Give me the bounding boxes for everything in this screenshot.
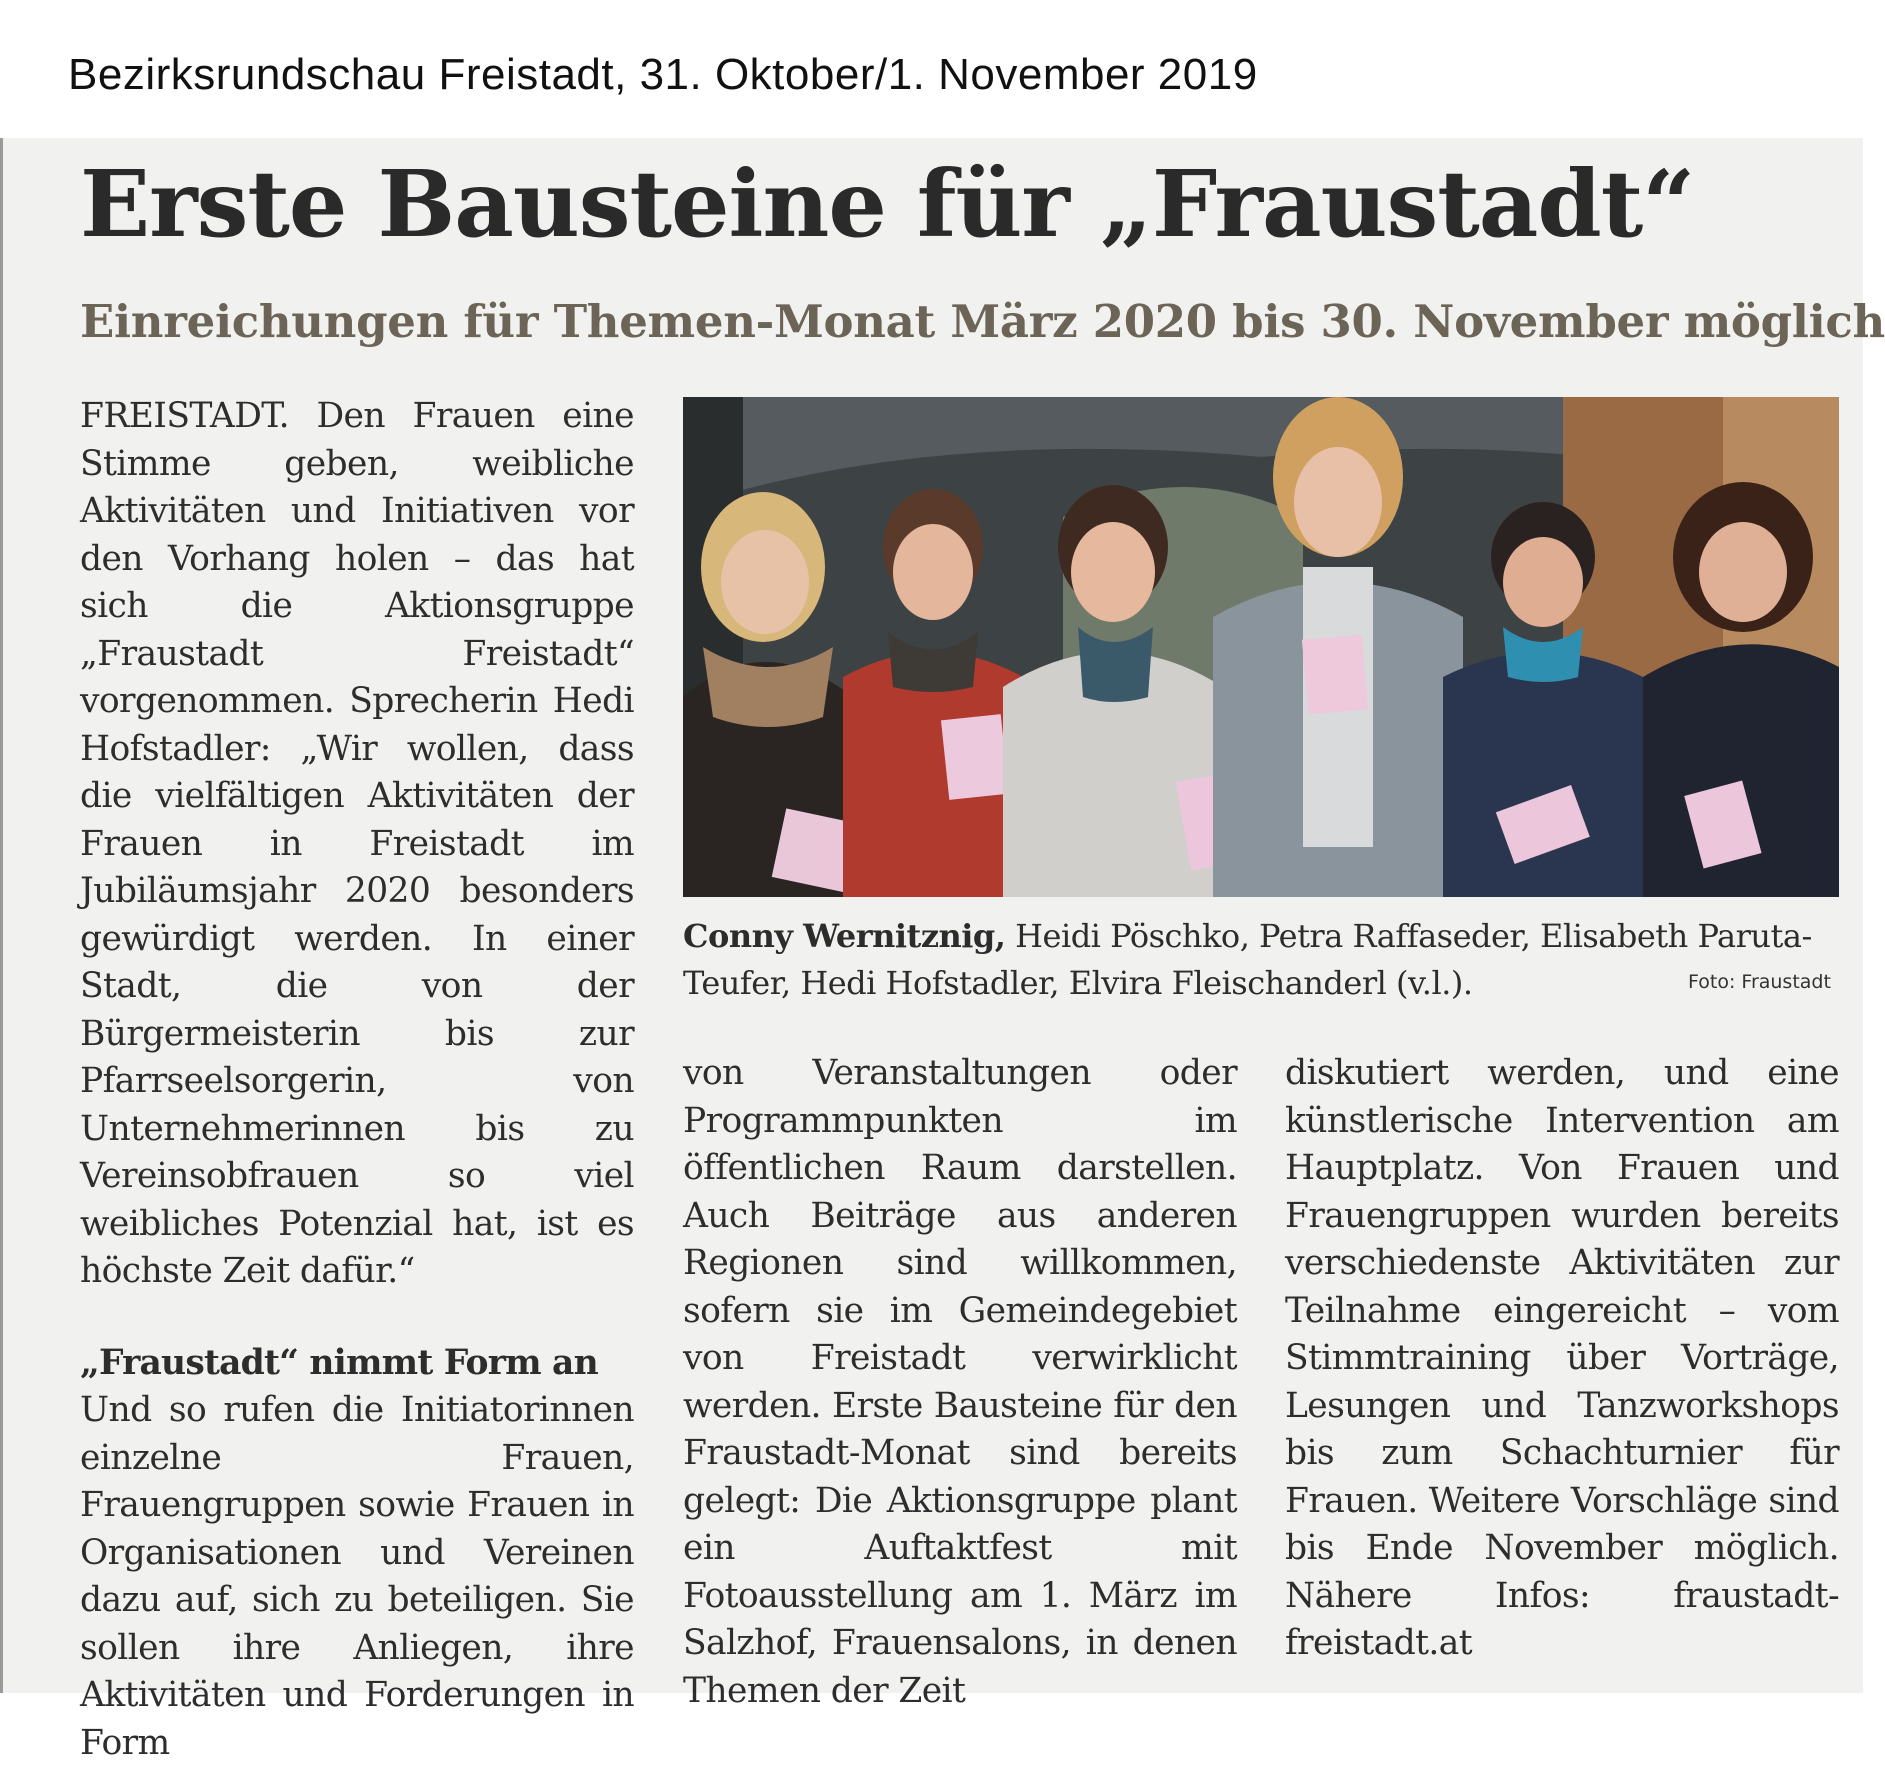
- article-subhead: „Fraustadt“ nimmt Form an: [80, 1342, 598, 1383]
- headline: Erste Bausteine für „Fraustadt“: [80, 150, 1695, 258]
- group-photo: [683, 397, 1839, 897]
- paragraph-3: von Veranstaltungen oder Programmpunkten im öffentlichen Raum darstellen. Auch Beiträge aus anderen Regionen sind willkommen, sofern sie im Gemeindegebiet von Freistadt verwirklicht werden. Erste Bausteine für den Fraustadt-Monat sind bereits gelegt: Die Aktionsgruppe plant ein Auftaktfest mit Fotoausstellung am 1. März im Salzhof, Frauensalons, in denen Themen der Zeit: [683, 1053, 1237, 1711]
- article-column-1: [80, 393, 634, 1767]
- photo-credit: Foto: Fraustadt: [1688, 971, 1831, 993]
- caption-bold-name: Conny Wernitznig,: [683, 917, 1006, 955]
- subheadline: Einreichungen für Themen-Monat März 2020 bis 30. November möglich: [80, 295, 1885, 348]
- photo-illustration: [683, 397, 1839, 897]
- article-column-2: [683, 1050, 1237, 1715]
- source-line: Bezirksrundschau Freistadt, 31. Oktober/1. November 2019: [68, 50, 1258, 99]
- photo-caption: [683, 913, 1839, 1007]
- intro-paragraph: FREISTADT. Den Frauen eine Stimme geben, weibliche Aktivitäten und Initiativen vor den Vorhang holen – das hat sich die Aktionsgruppe „Fraustadt Freistadt“ vorgenommen. Sprecherin Hedi Hofstadler: „Wir wollen, dass die vielfältigen Aktivitäten der Frauen in Freistadt im Jubiläumsjahr 2020 besonders gewürdigt werden. In einer Stadt, die von der Bürgermeisterin bis zur Pfarrseelsorgerin, von Unternehmerinnen bis zu Vereinsobfrauen so viel weibliches Potenzial hat, ist es höchste Zeit dafür.“: [80, 396, 634, 1291]
- article-column-3: [1285, 1050, 1839, 1668]
- paragraph-2: Und so rufen die Initiatorinnen einzelne Frauen, Frauengruppen sowie Frauen in Organisationen und Vereinen dazu auf, sich zu beteiligen. Sie sollen ihre Anliegen, ihre Aktivitäten und Forderungen in Form: [80, 1390, 634, 1763]
- paragraph-4: diskutiert werden, und eine künstlerische Intervention am Hauptplatz. Von Frauen und Frauengruppen wurden bereits verschiedenste Aktivitäten zur Teilnahme eingereicht – vom Stimmtraining über Vorträge, Lesungen und Tanzworkshops bis zum Schachturnier für Frauen. Weitere Vorschläge sind bis Ende November möglich. Nähere Infos: fraustadt-freistadt.at: [1285, 1053, 1839, 1663]
- caption-names: Heidi Pöschko, Petra Raffaseder, Elisabeth Paruta-Teufer, Hedi Hofstadler, Elvira Fleischanderl (v.l.).: [683, 917, 1812, 1002]
